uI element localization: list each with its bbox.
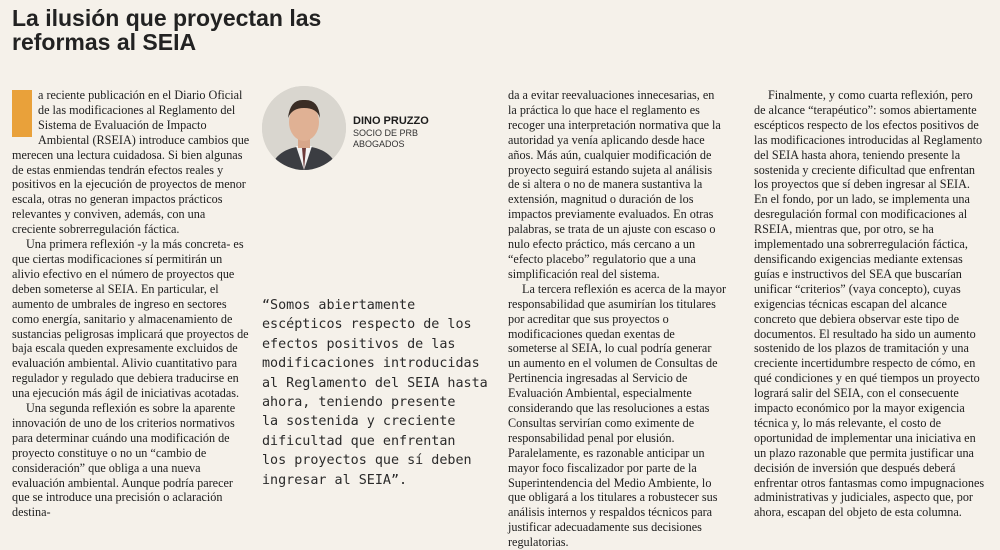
title-line-2: reformas al SEIA [12, 29, 197, 55]
article-title [12, 6, 372, 54]
paragraph-6: Finalmente, y como cuarta reflexión, pero de alcance “terapéutico”: somos abiertamente escépticos respecto de los efectos positivos de las modificaciones introducidas al Reglamento del SEIA hasta ahora, teniendo presente la sostenida y creciente dificultad que enfrentan los proyectos que sí deben ingresar al SEIA. En el fondo, por un lado, se implementa una desregulación formal con modificaciones al RSEIA, mientras que, por otro, se ha implementado una sobrerregulación fáctica, densificando exigencias mediante extensas guías e instructivos del SEA que buscarían unificar “criterios” (vaya concepto), cuyas exigencias técnicas escapan del alcance concreto que debiera observar este tipo de documentos. El resultado ha sido un aumento sostenido de los plazos de tramitación y una creciente incertidumbre respecto de cómo, en qué condiciones y en qué tiempos un proyecto logrará salir del SEIA, con el consecuente impacto económico por la mayor exigencia técnica y, lo más relevante, el costo de oportunidad de implementar una iniciativa en un plazo razonable que permita justificar una decisión de inversión que después deberá enfrentar otros fantasmas como impugnaciones administrativas y judiciales, aspecto que, por ahora, escapan del objeto de esta columna. [754, 88, 985, 520]
pull-quote [262, 296, 500, 490]
pull-quote-line: al Reglamento del SEIA hasta [262, 375, 488, 391]
pull-quote-line: modificaciones introducidas [262, 356, 480, 372]
pull-quote-line: “Somos abiertamente [262, 298, 416, 313]
article-column-1 [12, 88, 250, 520]
author-role-line-1: SOCIO DE PRB [353, 128, 419, 138]
pull-quote-line: ingresar al SEIA”. [262, 472, 408, 488]
article-column-4 [754, 88, 986, 520]
paragraph-4: da a evitar reevaluaciones innecesarias, en la práctica lo que hace el reglamento es recoger una interpretación normativa que la autoridad ya venía aplicando desde hace años. Más aún, cualquier modificación de proyecto seguirá estando sujeta al análisis de si altera o no de manera sustantiva la extensión, magnitud o duración de los impactos previamente evaluados. En otras palabras, se trata de un ajuste con escaso o nulo efecto práctico, más cercano a un “efecto placebo” regulatorio que a una simplificación real del sistema. [508, 88, 721, 281]
author-portrait-icon [262, 86, 346, 170]
pull-quote-line: efectos positivos de las [262, 336, 456, 352]
author-photo [262, 86, 346, 170]
paragraph-1 [12, 88, 250, 237]
pull-quote-line: ahora, teniendo presente [262, 395, 456, 411]
pull-quote-line: dificultad que enfrentan [262, 433, 456, 449]
author-name: DINO PRUZZO [353, 115, 429, 127]
pull-quote-line: la sostenida y creciente [262, 414, 456, 430]
paragraph-1-text: a reciente publicación en el Diario Oficial de las modificaciones al Reglamento del Sistema de Evaluación de Impacto Ambiental (RSEIA) introduce cambios que merecen una lectura cuidadosa. Si bien algunas de estas enmiendas tendrán efectos reales y positivos en la ejecución de proyectos de menor escala, otras no generan impactos prácticos relevantes y conviven, además, con una creciente sobrerregulación fáctica. [12, 88, 250, 237]
pull-quote-line: escépticos respecto de los [262, 317, 472, 333]
title-line-1: La ilusión que proyectan las [12, 5, 322, 31]
dropcap-block [12, 90, 32, 137]
author-role-line-2: ABOGADOS [353, 139, 405, 149]
author-byline [353, 115, 429, 150]
pull-quote-line: los proyectos que sí deben [262, 453, 472, 469]
paragraph-5: La tercera reflexión es acerca de la mayor responsabilidad que asumirían los titulares por acreditar que sus proyectos o modificaciones quedan exentas de someterse al SEIA, lo cual podría generar un aumento en el volumen de Consultas de Pertinencia ingresadas al Servicio de Evaluación Ambiental, especialmente considerando que las resoluciones a estas Consultas servirían como eximente de responsabilidad penal por elusión. Paralelamente, es razonable anticipar un mayor foco fiscalizador por parte de la Superintendencia del Medio Ambiente, lo que obligará a los titulares a robustecer sus análisis internos y respaldos técnicos para justificar adecuadamente sus decisiones regulatorias. [508, 281, 727, 550]
paragraph-2: Una primera reflexión -y la más concreta- es que ciertas modificaciones sí permitirán un alivio efectivo en el número de proyectos que deben someterse al SEIA. En particular, el aumento de umbrales de ingreso en sectores como energía, sanitario y almacenamiento de sustancias peligrosas implicará que proyectos de baja escala queden expresamente excluidos de evaluación ambiental. Alivio cuantitativo para regulador y regulado que debiera traducirse en una ejecución más ágil de iniciativas acotadas. [12, 237, 249, 401]
article-column-3 [508, 88, 726, 550]
paragraph-3: Una segunda reflexión es sobre la aparente innovación de uno de los criterios normativos para determinar cuándo una modificación de proyecto constituye o no un “cambio de consideración” que obliga a una nueva evaluación ambiental. Aunque podría parecer que se introduce una precisión o aclaración destina- [12, 401, 236, 520]
